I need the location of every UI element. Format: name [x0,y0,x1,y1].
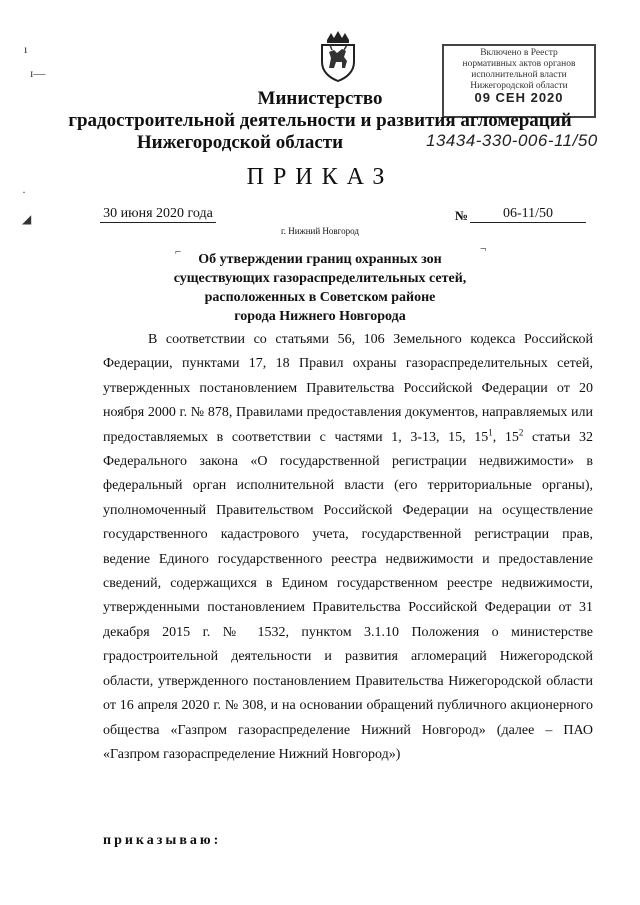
corner-mark-left: ⌐ [175,246,182,258]
subject-line: существующих газораспределительных сетей, [173,271,467,286]
superscript: 2 [518,426,524,437]
city: г. Нижний Новгород [281,226,359,236]
handwritten-registration-number: 13434-330-006-11/50 [426,131,598,150]
stamp-line: нормативных актов органов [462,59,576,69]
decree-word: приказываю: [103,833,222,848]
stamp-line: Нижегородской области [470,81,568,91]
order-body [103,328,593,767]
subject-line: города Нижнего Новгорода [234,309,406,324]
margin-mark: ◢ [22,212,32,226]
coat-of-arms-icon [315,30,361,82]
superscript: 1 [488,426,493,437]
document-title: ПРИКАЗ [246,164,394,190]
corner-mark-right: ¬ [480,243,487,255]
margin-mark: ı [24,42,28,56]
order-number: 06-11/50 [470,206,586,223]
margin-mark: ɪ— [30,66,46,80]
order-date: 30 июня 2020 года [100,206,216,223]
stamp-date: 09 СЕН 2020 [474,90,564,105]
body-text-part: В соответствии со статьями 56, 106 Земельного кодекса Российской Федерации, пунктами 17, 18 Правил охраны газораспределительных сетей, утвержденных постановлением Правительства Российской Федерации от 20 ноября 2000 г. № 878, Правилами предоставления документов, направляемых или предоставляемых в соответствии с частями 1, 3-13, 15, 15 [103,332,593,445]
ministry-name-line1: Министерство [257,88,383,109]
stamp-line: Включено в Реестр [480,48,558,58]
body-text-part: , 15 [492,429,519,445]
number-sign: № [455,208,469,223]
margin-mark: · [22,185,26,199]
order-subject [0,250,640,326]
stamp-line: исполнительной власти [471,70,567,80]
ministry-name-line3: Нижегородской области [136,132,344,153]
subject-line: расположенных в Советском районе [204,290,436,305]
ministry-name-line2: градостроительной деятельности и развития агломераций [68,110,572,131]
subject-line: Об утверждении границ охранных зон [198,252,442,267]
body-text-part: статьи 32 Федерального закона «О государственной регистрации недвижимости» в федеральный орган исполнительной власти (его территориальные органы), уполномоченный Правительством Российской Федерации на осуществление государственного кадастрового учета, государственной регистрации прав, ведение Единого государственного реестра недвижимости и предоставление сведений, содержащихся в Едином государственном реестре недвижимости, утвержденными постановлением Правительства Российской Федерации от 31 декабря 2015 г. № 1532, пунктом 3.1.10 Положения о министерстве градостроительной деятельности и развития агломераций Нижегородской области, утвержденного постановлением Правительства Нижегородской области от 16 апреля 2020 г. № 308, и на основании обращений публичного акционерного общества «Газпром газораспределение Нижний Новгород» (далее – ПАО «Газпром газораспределение Нижний Новгород») [103,429,593,762]
